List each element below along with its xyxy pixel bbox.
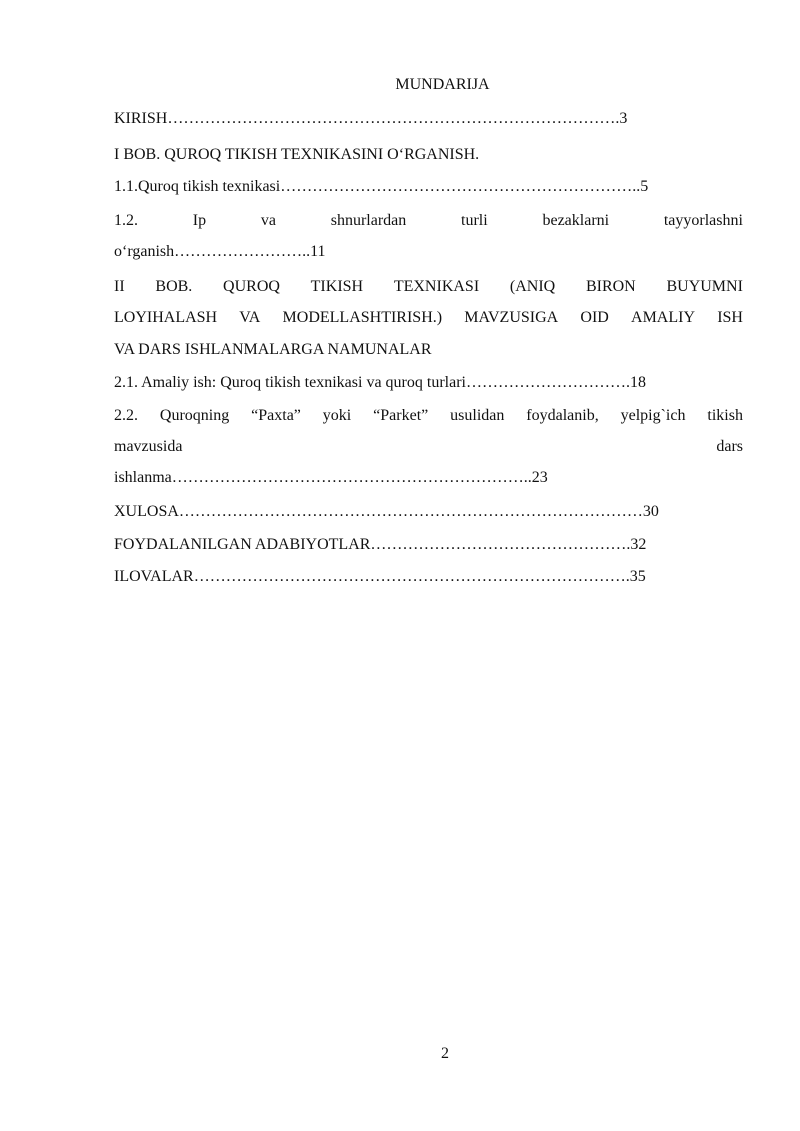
toc-word: BIRON (585, 278, 636, 295)
toc-word: TIKISH (310, 278, 364, 295)
toc-word: II (114, 278, 125, 295)
toc-word: dars (716, 438, 743, 455)
toc-title: MUNDARIJA (395, 76, 490, 93)
toc-word: QUROQ (223, 278, 280, 295)
toc-word: 1.2. (114, 212, 138, 229)
toc-word: AMALIY (631, 309, 696, 326)
toc-word: “Paxta” (251, 407, 301, 424)
toc-chapter-1: I BOB. QUROQ TIKISH TEXNIKASINI O‘RGANISH. (114, 146, 480, 163)
toc-entry-1-1: 1.1.Quroq tikish texnikasi…………………………………………………………..5 (114, 178, 649, 195)
toc-word: (ANIQ (509, 278, 556, 295)
toc-word: Ip (192, 212, 207, 229)
toc-entry-2-2-line3: ishlanma…………………………………………………………..23 (114, 469, 548, 486)
toc-word: foydalanib, (526, 407, 599, 424)
toc-entry-1-2-line2: o‘rganish……………………..11 (114, 243, 326, 260)
toc-entry-xulosa: XULOSA……………………………………………………………………………30 (114, 503, 659, 520)
page-number: 2 (441, 1045, 449, 1062)
toc-word: MODELLASHTIRISH.) (282, 309, 443, 326)
toc-entry-2-2-line1 (114, 407, 743, 425)
toc-entry-2-1: 2.1. Amaliy ish: Quroq tikish texnikasi va quroq turlari………………………….18 (114, 374, 646, 391)
toc-word: BOB. (155, 278, 193, 295)
toc-chapter-2-line3: VA DARS ISHLANMALARGA NAMUNALAR (114, 341, 432, 358)
toc-word: MAVZUSIGA (464, 309, 559, 326)
toc-entry-2-2-line2 (114, 438, 743, 456)
toc-word: ISH (717, 309, 743, 326)
toc-word: tikish (707, 407, 743, 424)
toc-chapter-2-line1 (114, 278, 743, 296)
toc-word: mavzusida (114, 438, 183, 455)
toc-word: yoki (322, 407, 352, 424)
toc-word: bezaklarni (542, 212, 610, 229)
toc-word: LOYIHALASH (114, 309, 218, 326)
toc-word: usulidan (450, 407, 505, 424)
toc-word: yelpig`ich (620, 407, 686, 424)
toc-word: TEXNIKASI (393, 278, 480, 295)
toc-entry-kirish: KIRISH………………………………………………………………………….3 (114, 110, 628, 127)
toc-entry-ilovalar: ILOVALAR……………………………………………………………………….35 (114, 568, 646, 585)
toc-word: “Parket” (373, 407, 429, 424)
toc-chapter-2-line2 (114, 309, 743, 327)
toc-word: shnurlardan (330, 212, 407, 229)
toc-entry-1-2-line1 (114, 212, 743, 230)
toc-word: va (260, 212, 276, 229)
toc-entry-adabiyotlar: FOYDALANILGAN ADABIYOTLAR………………………………………….32 (114, 536, 647, 553)
toc-word: OID (580, 309, 609, 326)
toc-word: tayyorlashni (663, 212, 743, 229)
toc-word: turli (461, 212, 488, 229)
toc-word: VA (239, 309, 261, 326)
toc-word: BUYUMNI (666, 278, 743, 295)
toc-word: Quroqning (159, 407, 230, 424)
toc-word: 2.2. (114, 407, 138, 424)
